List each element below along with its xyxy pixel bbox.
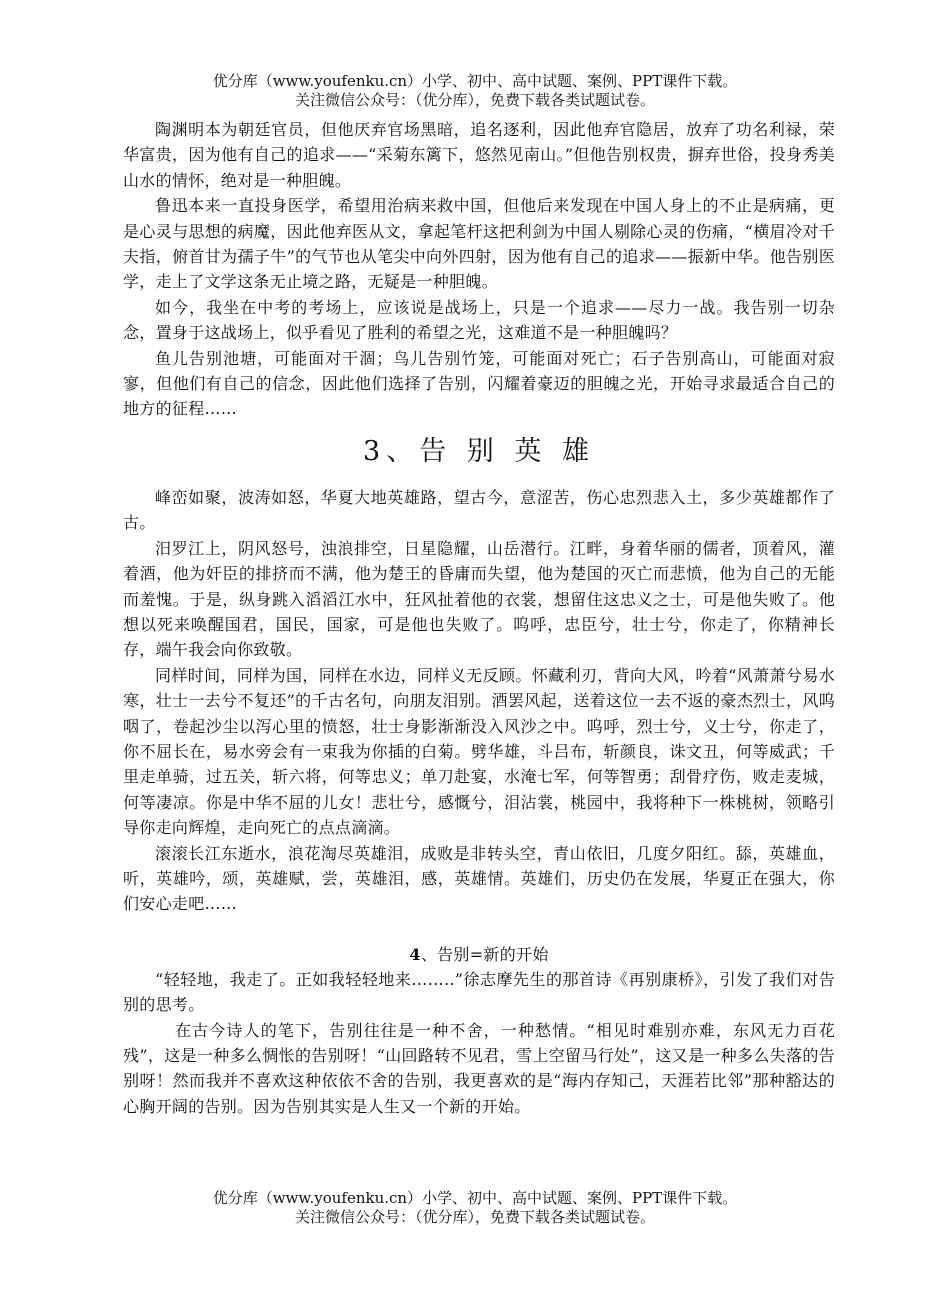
paragraph: “轻轻地，我走了。正如我轻轻地来……..”徐志摩先生的那首诗《再别康桥》，引发了我们对告别的思考。 (123, 969, 835, 1015)
footer-line-2: 关注微信公众号：（优分库），免费下载各类试题试卷。 (294, 1208, 655, 1226)
paragraph: 峰峦如聚，波涛如怒，华夏大地英雄路，望古今，意涩苦，伤心忠烈悲入土，多少英雄都作了古。 (123, 487, 835, 533)
section-4-title (123, 942, 835, 967)
page-footer (0, 1189, 950, 1227)
paragraph: 鲁迅本来一直投身医学，希望用治病来救中国，但他后来发现在中国人身上的不止是病痛，更是心灵与思想的病魔，因此他弃医从文，拿起笔杆这把利剑为中国人剔除心灵的伤痛，“横眉冷对千夫指，俯首甘为孺子牛”的气节也从笔尖中向外四射，因为他有自己的追求——振新中华。他告别医学，走上了文学这条无止境之路，无疑是一种胆魄。 (123, 196, 835, 292)
section-4-number: 4 (409, 944, 421, 964)
paragraph: 滚滚长江东逝水，浪花淘尽英雄泪，成败是非转头空，青山依旧，几度夕阳红。舔，英雄血，听，英雄吟，颂，英雄赋，尝，英雄泪，感，英雄情。英雄们，历史仍在发展，华夏正在强大，你们安心走吧…… (123, 843, 835, 914)
document-body (123, 117, 835, 1119)
footer-line-1: 优分库（www.youfenku.cn）小学、初中、高中试题、案例、PPT课件下载。 (212, 1189, 738, 1207)
paragraph: 汨罗江上，阴风怒号，浊浪排空，日星隐耀，山岳潜行。江畔，身着华丽的儒者，顶着风，灌着酒，他为奸臣的排挤而不满，他为楚王的昏庸而失望，他为楚国的灭亡而悲愤，他为自己的无能而羞愧。于是，纵身跳入滔滔江水中，狂风扯着他的衣裳，想留住这忠义之士，可是他失败了。他想以死来唤醒国君，国民，国家，可是他也失败了。呜呼，忠臣兮，壮士兮，你走了，你精神长存，端午我会向你致敬。 (123, 538, 835, 660)
paragraph: 同样时间，同样为国，同样在水边，同样义无反顾。怀藏利刃，背向大风，吟着“风萧萧兮易水寒，壮士一去兮不复还”的千古名句，向朋友泪别。酒罢风起，送着这位一去不返的豪杰烈士，风呜咽了，卷起沙尘以泻心里的愤怒，壮士身影渐渐没入风沙之中。呜呼，烈士兮，义士兮，你走了，你不屈长在，易水旁会有一束我为你插的白菊。劈华雄，斗吕布，斩颜良，诛文丑，何等威武；千里走单骑，过五关，斩六将，何等忠义；单刀赴宴，水淹七军，何等智勇；刮骨疗伤，败走麦城，何等凄凉。你是中华不屈的儿女！悲壮兮，感慨兮，泪沾裳，桃园中，我将种下一株桃树，领略引导你走向辉煌，走向死亡的点点滴滴。 (123, 665, 835, 838)
section-3-title: 3、告 别 英 雄 (363, 435, 595, 467)
section-4-title-text: 、告别=新的开始 (420, 944, 549, 964)
header-line-2: 关注微信公众号：（优分库），免费下载各类试题试卷。 (294, 91, 655, 109)
page-header (0, 72, 950, 110)
header-line-1: 优分库（www.youfenku.cn）小学、初中、高中试题、案例、PPT课件下载。 (212, 72, 738, 90)
paragraph: 鱼儿告别池塘，可能面对干涸；鸟儿告别竹笼，可能面对死亡；石子告别高山，可能面对寂寥，但他们有自己的信念，因此他们选择了告别，闪耀着豪迈的胆魄之光，开始寻求最适合自己的地方的征程…… (123, 348, 835, 419)
paragraph: 陶渊明本为朝廷官员，但他厌弃官场黑暗，追名逐利，因此他弃官隐居，放弃了功名利禄，荣华富贵，因为他有自己的追求——“采菊东篱下，悠然见南山。”但他告别权贵，摒弃世俗，投身秀美山水的情怀，绝对是一种胆魄。 (123, 120, 835, 190)
paragraph: 如今，我坐在中考的考场上，应该说是战场上，只是一个追求——尽力一战。我告别一切杂念，置身于这战场上，似乎看见了胜利的希望之光，这难道不是一种胆魄吗？ (123, 297, 835, 343)
paragraph: 在古今诗人的笔下，告别往往是一种不舍，一种愁情。“相见时难别亦难，东风无力百花残”，这是一种多么惆怅的告别呀！“山回路转不见君，雪上空留马行处”，这又是一种多么失落的告别呀！然而我并不喜欢这种依依不舍的告别，我更喜欢的是“海内存知己，天涯若比邻”那种豁达的心胸开阔的告别。因为告别其实是人生又一个新的开始。 (123, 1020, 835, 1116)
